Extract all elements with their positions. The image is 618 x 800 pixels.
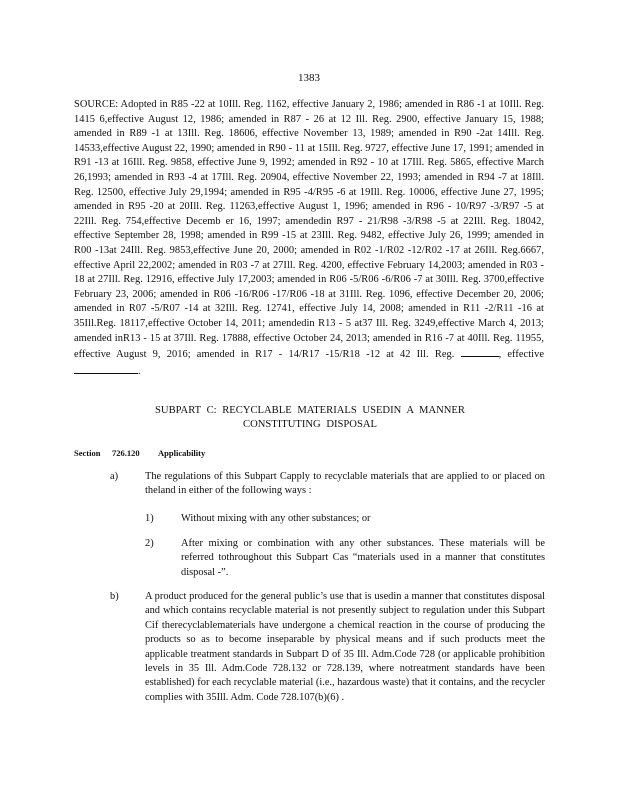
section-label: Section: [74, 448, 101, 458]
paragraph-text: The regulations of this Subpart Capply to recyclable materials that are applied to or placed on theland in either of the following ways :: [145, 471, 545, 497]
subpart-heading: [110, 404, 510, 432]
source-effective: effective: [507, 349, 544, 361]
blank-line: [461, 346, 499, 357]
paragraph-marker: 1): [145, 513, 154, 524]
section-header: [74, 448, 205, 458]
paragraph-text: A product produced for the general public’s use that is usedin a manner that constitutes disposal and which contains recyclable material is not presently subject to regulation under this Subpart Cif therecyclablematerials have undergone a chemical reaction in the course of producing the products so as to become inseparable by physical means and if such products meet the applicable treatment standards in Subpart D of 35 Ill. Adm.Code 728 (or applicable prohibition levels in 35 Ill. Adm.Code 728.132 or 728.139, where notreatment standards have been established) for each recyclable material (i.e., hazardous waste) that it contains, and the recycler complies with 35Ill. Adm. Code 728.107(b)(6) .: [145, 591, 545, 703]
section-title: Applicability: [158, 448, 206, 458]
source-comma: ,: [498, 349, 502, 361]
source-end: .: [138, 365, 141, 377]
paragraph-text: After mixing or combination with any other substances. These materials will be referred tothroughout this Subpart Cas “materials used in a manner that constitutes disposal -”.: [181, 538, 545, 578]
source-note: [74, 98, 544, 379]
paragraph-marker: b): [110, 591, 119, 602]
paragraph-text: Without mixing with any other substances; or: [181, 513, 371, 524]
paragraph-marker: 2): [145, 538, 154, 549]
source-text: SOURCE: Adopted in R85 -22 at 10Ill. Reg. 1162, effective January 2, 1986; amended in R86 -1 at 10Ill. Reg. 1415 6,effective August 12, 1986; amended in R87 - 26 at 12 Ill. Reg. 2900, effective January 15, 1988; amended in R89 -1 at 13Ill. Reg. 18606, effective November 13, 1989; amended in R90 -2at 14Ill. Reg. 14533,effective August 22, 1990; amended in R90 - 11 at 15Ill. Reg. 9727, effective June 17, 1991; amended in R91 -13 at 16Ill. Reg. 9858, effective June 9, 1992; amended in R92 - 10 at 17Ill. Reg. 5865, effective March 26,1993; amended in R93 -4 at 17Ill. Reg. 20904, effective November 22, 1993; amended in R94 -7 at 18Ill. Reg. 12500, effective July 29,1994; amended in R95 -4/R95 -6 at 19Ill. Reg. 10006, effective June 27, 1995; amended in R95 -20 at 20Ill. Reg. 11263,effective August 1, 1996; amended in R96 - 10/R97 -3/R97 -5 at 22Ill. Reg. 754,effective Decemb er 16, 1997; amendedin R97 - 21/R98 -3/R98 -5 at 22Ill. Reg. 18042, effective September 28, 1998; amended in R99 -15 at 23Ill. Reg. 9482, effective July 26, 1999; amended in R00 -13at 24Ill. Reg. 9853,effective June 20, 2000; amended in R02 -1/R02 -12/R02 -17 at 26Ill. Reg.6667, effective April 22,2002; amended in R03 -7 at 27Ill. Reg. 4200, effective February 14,2003; amended in R03 - 18 at 27Ill. Reg. 12916, effective July 17,2003; amended in R06 -5/R06 -6/R06 -7 at 30Ill. Reg. 3700,effective February 23, 2006; amended in R06 -16/R06 -17/R06 -18 at 31Ill. Reg. 1096, effective December 20, 2006; amended in R07 -5/R07 -14 at 32Ill. Reg. 12741, effective July 14, 2008; amended in R11 -2/R11 -16 at 35Ill.Reg. 18117,effective October 14, 2011; amendedin R13 - 5 at37 Ill. Reg. 3249,effective March 4, 2013; amended inR13 - 15 at 37Ill. Reg. 17888, effective October 24, 2013; amended in R16 -7 at 40Ill. Reg. 11955, effective August 9, 2016; amended in R17 - 14/R17 -15/R18 -12 at 42 Ill. Reg.: [74, 99, 544, 361]
paragraph-marker: a): [110, 471, 119, 482]
subpart-heading-line-1: SUBPART C: RECYCLABLE MATERIALS USEDIN A MANNER: [155, 405, 465, 416]
page-number: 1383: [298, 72, 320, 84]
blank-line: [74, 363, 138, 374]
subpart-heading-line-2: CONSTITUTING DISPOSAL: [243, 419, 377, 430]
section-number: 726.120: [112, 448, 140, 458]
